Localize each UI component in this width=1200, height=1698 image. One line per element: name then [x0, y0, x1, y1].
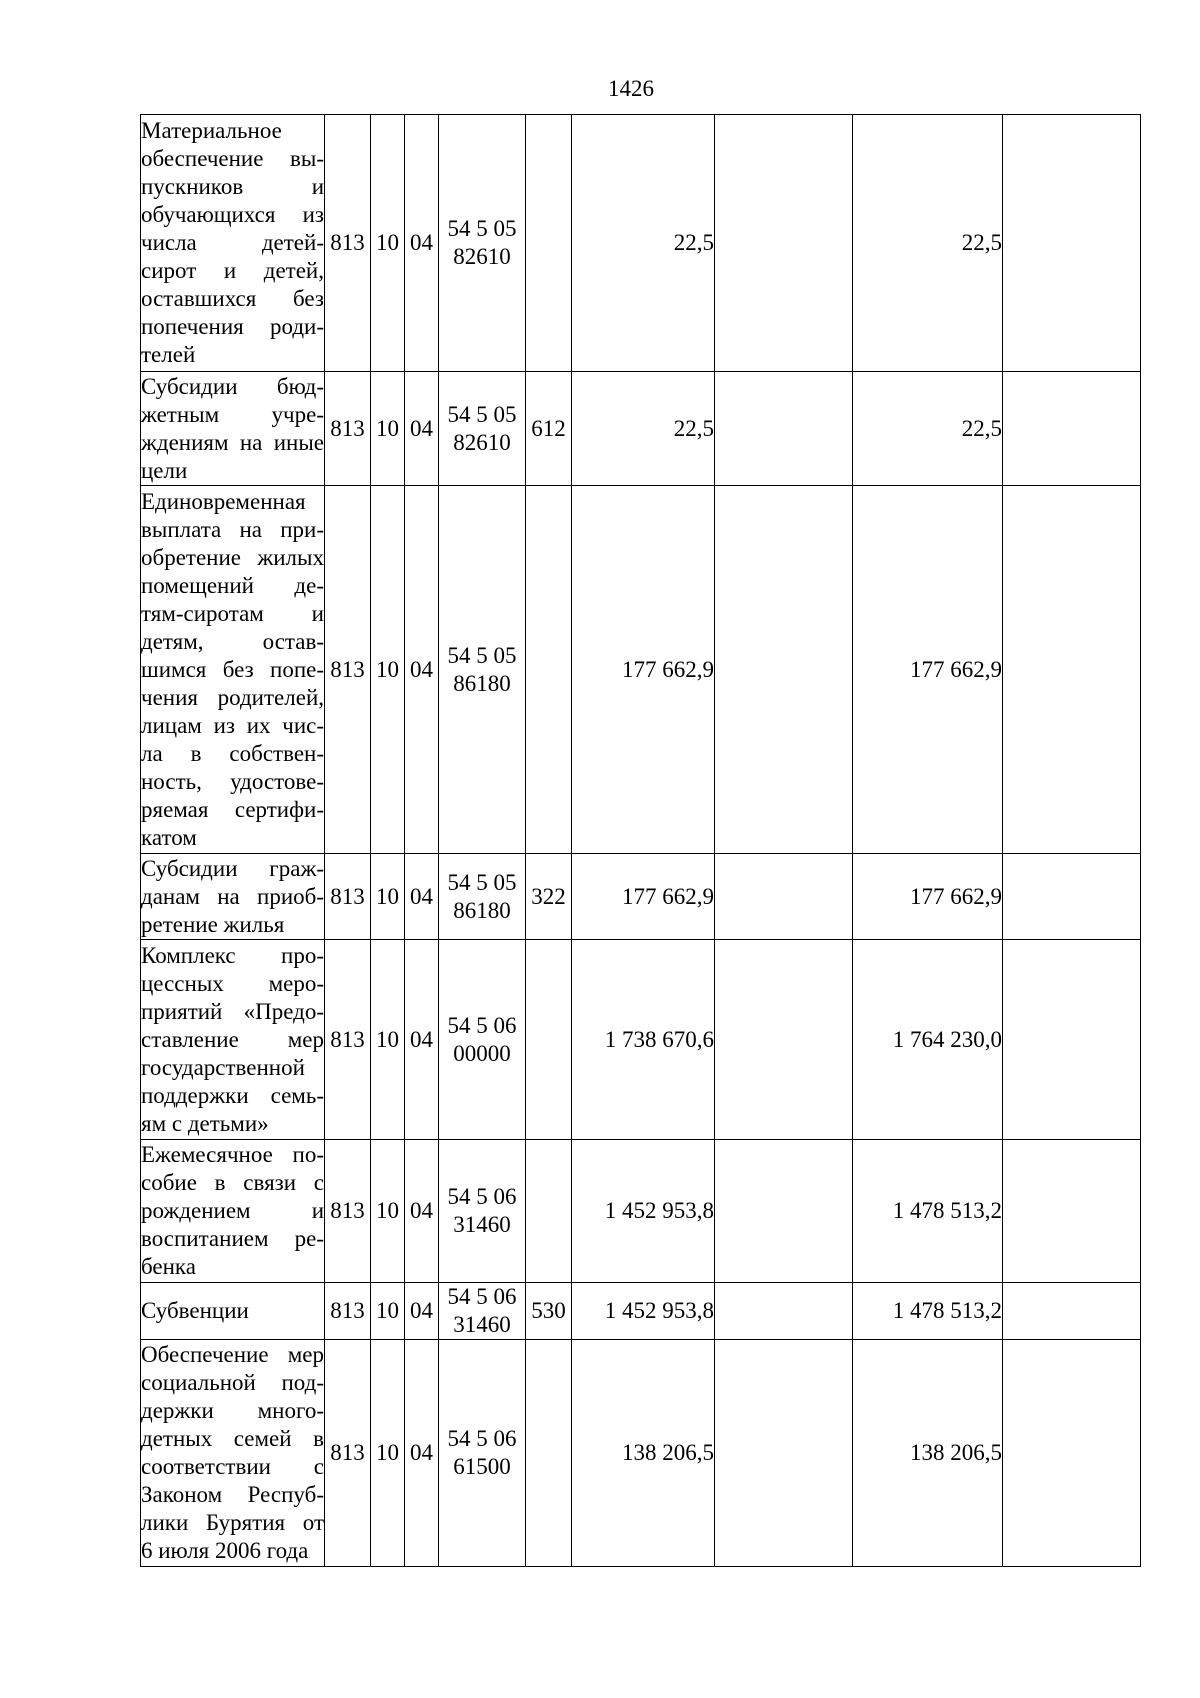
row-name-line: государственной [141, 1054, 305, 1080]
target-code-line: 54 5 05 [447, 869, 517, 895]
expense-type-code [526, 940, 572, 1140]
row-name-line: Субвенции [141, 1298, 249, 1323]
amount-year-1: 177 662,9 [572, 486, 715, 854]
target-article-code [439, 940, 526, 1140]
row-name-line: воспитанием ре- [141, 1226, 324, 1251]
amount-year-2: 22,5 [853, 115, 1003, 372]
row-name-line: ждениям на иные [141, 429, 324, 455]
target-code-line: 31460 [453, 1212, 511, 1237]
empty-cell [715, 115, 853, 372]
amount-year-2: 1 764 230,0 [853, 940, 1003, 1140]
amount-year-2: 177 662,9 [853, 486, 1003, 854]
section-code: 10 [371, 115, 405, 372]
target-code-line: 00000 [453, 1040, 511, 1066]
ministry-code: 813 [325, 1140, 371, 1283]
expense-type-code: 612 [526, 372, 572, 486]
row-name-line: социальной под- [141, 1370, 324, 1395]
row-name [141, 372, 325, 486]
section-code: 10 [371, 1283, 405, 1340]
empty-cell [1003, 115, 1141, 372]
row-name-line: ность, удостове- [141, 768, 324, 794]
table-row [141, 1140, 1141, 1283]
row-name-line: 6 июля 2006 года [141, 1538, 309, 1563]
amount-year-1: 138 206,5 [572, 1340, 715, 1567]
target-code-line: 54 5 06 [447, 1426, 517, 1451]
row-name-line: бенка [141, 1254, 196, 1279]
row-name-line: лики Бурятия от [141, 1510, 324, 1535]
target-code-line: 82610 [453, 429, 511, 455]
ministry-code: 813 [325, 372, 371, 486]
section-code: 10 [371, 486, 405, 854]
row-name-line: Субсидии бюд- [141, 373, 324, 399]
row-name-line: собие в связи с [141, 1170, 324, 1195]
amount-year-2: 138 206,5 [853, 1340, 1003, 1567]
target-code-line: 54 5 05 [447, 642, 517, 668]
target-article-code [439, 115, 526, 372]
ministry-code: 813 [325, 1340, 371, 1567]
subsection-code: 04 [405, 940, 439, 1140]
row-name [141, 486, 325, 854]
row-name [141, 940, 325, 1140]
target-code-line: 54 5 06 [447, 1184, 517, 1209]
row-name-line: жетным учре- [141, 401, 324, 427]
amount-year-1: 1 738 670,6 [572, 940, 715, 1140]
expense-type-code: 530 [526, 1283, 572, 1340]
amount-year-1: 177 662,9 [572, 854, 715, 940]
row-name-line: Материальное [141, 118, 282, 143]
subsection-code: 04 [405, 486, 439, 854]
expense-type-code [526, 1140, 572, 1283]
empty-cell [715, 486, 853, 854]
empty-cell [715, 372, 853, 486]
amount-year-1: 1 452 953,8 [572, 1283, 715, 1340]
subsection-code: 04 [405, 115, 439, 372]
row-name-line: Законом Респуб- [141, 1482, 324, 1507]
row-name [141, 1140, 325, 1283]
row-name-line: телей [141, 342, 196, 367]
row-name-line: обеспечение вы- [141, 146, 324, 171]
row-name-line: соответствии с [141, 1454, 324, 1479]
ministry-code: 813 [325, 854, 371, 940]
row-name-line: ряемая сертифи- [141, 796, 324, 822]
row-name-line: выплата на при- [141, 516, 324, 542]
amount-year-1: 22,5 [572, 372, 715, 486]
empty-cell [1003, 486, 1141, 854]
page-number: 1426 [608, 76, 654, 101]
subsection-code: 04 [405, 372, 439, 486]
table-row [141, 854, 1141, 940]
row-name-line: детных семей в [141, 1426, 324, 1451]
empty-cell [1003, 854, 1141, 940]
expense-type-code [526, 1340, 572, 1567]
row-name-line: обретение жилых [141, 544, 324, 570]
row-name-line: оставшихся без [141, 286, 324, 311]
ministry-code: 813 [325, 486, 371, 854]
target-code-line: 54 5 06 [447, 1284, 517, 1309]
table-row [141, 486, 1141, 854]
empty-cell [715, 1140, 853, 1283]
ministry-code: 813 [325, 115, 371, 372]
row-name-line: числа детей- [141, 230, 324, 255]
table-row [141, 1340, 1141, 1567]
row-name-line: держки много- [141, 1398, 324, 1423]
amount-year-1: 1 452 953,8 [572, 1140, 715, 1283]
ministry-code: 813 [325, 940, 371, 1140]
amount-year-1: 22,5 [572, 115, 715, 372]
budget-table [140, 114, 1141, 1567]
empty-cell [1003, 940, 1141, 1140]
section-code: 10 [371, 372, 405, 486]
target-code-line: 86180 [453, 670, 511, 696]
empty-cell [715, 854, 853, 940]
empty-cell [1003, 1283, 1141, 1340]
row-name-line: катом [141, 824, 197, 850]
amount-year-2: 177 662,9 [853, 854, 1003, 940]
amount-year-2: 1 478 513,2 [853, 1283, 1003, 1340]
target-code-line: 54 5 05 [447, 401, 517, 427]
target-article-code [439, 1340, 526, 1567]
row-name-line: Субсидии граж- [141, 855, 324, 881]
table-row [141, 940, 1141, 1140]
ministry-code: 813 [325, 1283, 371, 1340]
expense-type-code [526, 486, 572, 854]
row-name-line: ретение жилья [141, 911, 285, 937]
row-name-line: обучающихся из [141, 202, 324, 227]
row-name-line: помещений де- [141, 572, 324, 598]
expense-type-code: 322 [526, 854, 572, 940]
target-article-code [439, 486, 526, 854]
row-name-line: ям с детьми» [141, 1110, 269, 1136]
row-name-line: цессных меро- [141, 970, 324, 996]
table-row [141, 1283, 1141, 1340]
target-article-code [439, 854, 526, 940]
row-name-line: ла в собствен- [141, 740, 324, 766]
section-code: 10 [371, 1140, 405, 1283]
row-name-line: попечения роди- [141, 314, 324, 339]
amount-year-2: 1 478 513,2 [853, 1140, 1003, 1283]
row-name-line: рождением и [141, 1198, 324, 1223]
row-name-line: шимся без попе- [141, 656, 324, 682]
target-code-line: 82610 [453, 244, 511, 269]
row-name [141, 854, 325, 940]
table-body [141, 115, 1141, 1567]
table-row [141, 115, 1141, 372]
target-code-line: 31460 [453, 1312, 511, 1337]
empty-cell [1003, 372, 1141, 486]
row-name [141, 1340, 325, 1567]
target-article-code [439, 372, 526, 486]
target-code-line: 61500 [453, 1454, 511, 1479]
subsection-code: 04 [405, 1340, 439, 1567]
target-code-line: 54 5 06 [447, 1012, 517, 1038]
empty-cell [715, 1283, 853, 1340]
row-name-line: Единовременная [141, 488, 306, 514]
row-name [141, 1283, 325, 1340]
row-name-line: тям-сиротам и [141, 600, 324, 626]
target-article-code [439, 1283, 526, 1340]
row-name [141, 115, 325, 372]
row-name-line: Комплекс про- [141, 942, 324, 968]
row-name-line: Обеспечение мер [141, 1342, 324, 1367]
row-name-line: Ежемесячное по- [141, 1142, 324, 1167]
expense-type-code [526, 115, 572, 372]
target-article-code [439, 1140, 526, 1283]
target-code-line: 54 5 05 [447, 216, 517, 241]
row-name-line: лицам из их чис- [141, 712, 324, 738]
row-name-line: приятий «Предо- [141, 998, 324, 1024]
row-name-line: данам на приоб- [141, 883, 324, 909]
row-name-line: чения родителей, [141, 684, 324, 710]
row-name-line: ставление мер [141, 1026, 324, 1052]
empty-cell [715, 1340, 853, 1567]
amount-year-2: 22,5 [853, 372, 1003, 486]
empty-cell [1003, 1140, 1141, 1283]
section-code: 10 [371, 1340, 405, 1567]
empty-cell [1003, 1340, 1141, 1567]
row-name-line: детям, остав- [141, 628, 324, 654]
subsection-code: 04 [405, 1283, 439, 1340]
row-name-line: сирот и детей, [141, 258, 324, 283]
section-code: 10 [371, 940, 405, 1140]
section-code: 10 [371, 854, 405, 940]
row-name-line: поддержки семь- [141, 1082, 324, 1108]
row-name-line: цели [141, 457, 188, 483]
subsection-code: 04 [405, 1140, 439, 1283]
row-name-line: пускников и [141, 174, 324, 199]
subsection-code: 04 [405, 854, 439, 940]
table-row [141, 372, 1141, 486]
empty-cell [715, 940, 853, 1140]
target-code-line: 86180 [453, 897, 511, 923]
